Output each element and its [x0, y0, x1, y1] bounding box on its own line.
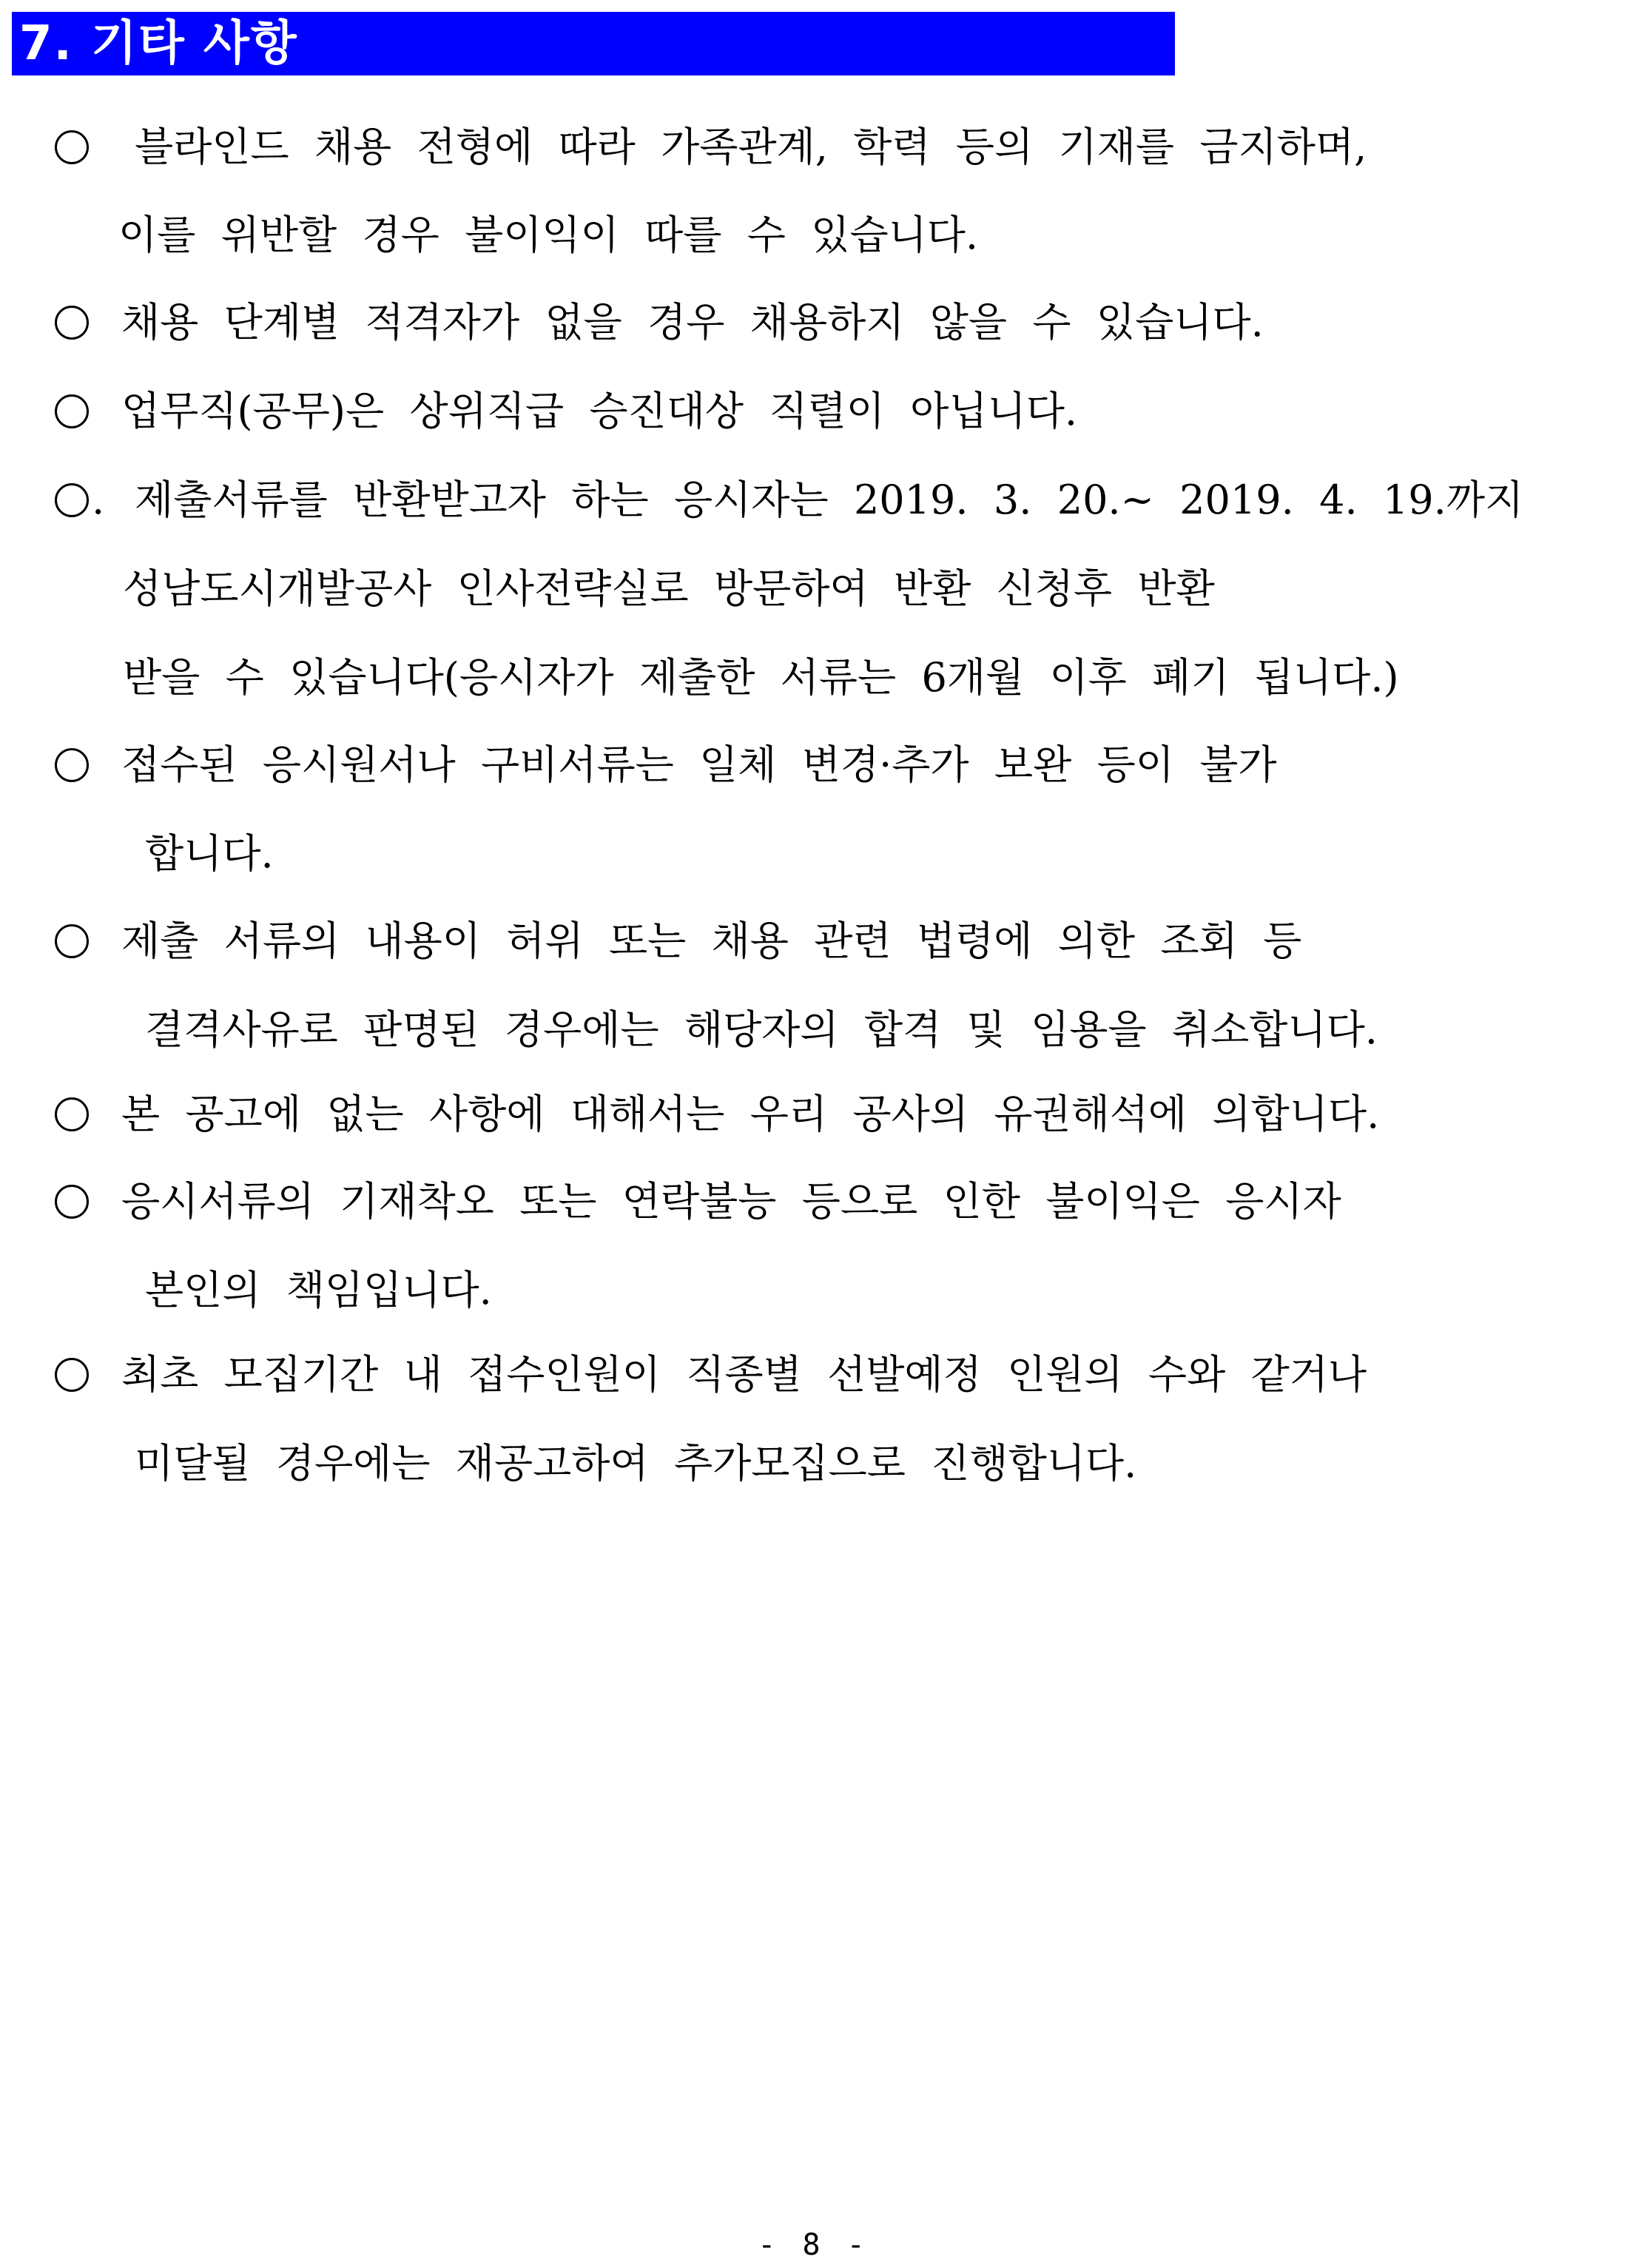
- item-0-line-0: 블라인드 채용 전형에 따라 가족관계, 학력 등의 기재를 금지하며,: [135, 124, 1367, 170]
- item-7-line-0: 응시서류의 기재착오 또는 연락불능 등으로 인한 불이익은 응시자: [121, 1178, 1341, 1225]
- item-8-line-1: 미달될 경우에는 재공고하여 추가모집으로 진행합니다.: [135, 1440, 1137, 1487]
- bullet-circle-icon: [55, 130, 89, 164]
- item-3-bullet-suffix: .: [92, 477, 105, 523]
- item-6-line-0: 본 공고에 없는 사항에 대해서는 우리 공사의 유권해석에 의합니다.: [121, 1091, 1380, 1137]
- bullet-circle-icon: [55, 924, 89, 958]
- page-number: - 8 -: [758, 2228, 869, 2262]
- section-header: [12, 12, 1175, 75]
- item-3-line-1: 성남도시개발공사 인사전략실로 방문하여 반환 신청후 반환: [123, 565, 1215, 612]
- bullet-circle-icon: [55, 1185, 89, 1219]
- item-3-line-2: 받을 수 있습니다(응시자가 제출한 서류는 6개월 이후 폐기 됩니다.): [123, 654, 1399, 701]
- item-4-line-0: 접수된 응시원서나 구비서류는 일체 변경·추가 보완 등이 불가: [121, 741, 1277, 788]
- item-3-line-0: 제출서류를 반환받고자 하는 응시자는 2019. 3. 20.~ 2019. 4. 19.까지: [135, 477, 1524, 523]
- item-2-line-0: 업무직(공무)은 상위직급 승진대상 직렬이 아닙니다.: [121, 388, 1078, 434]
- bullet-circle-icon: [55, 306, 89, 340]
- section-title: 7. 기타 사항: [19, 16, 298, 71]
- bullet-circle-icon: [55, 1358, 89, 1392]
- item-0-line-1: 이를 위반할 경우 불이익이 따를 수 있습니다.: [118, 212, 979, 258]
- item-1-line-0: 채용 단계별 적격자가 없을 경우 채용하지 않을 수 있습니다.: [121, 299, 1264, 346]
- item-7-line-1: 본인의 책임입니다.: [145, 1267, 492, 1313]
- item-8-line-0: 최초 모집기간 내 접수인원이 직종별 선발예정 인원의 수와 같거나: [121, 1351, 1367, 1398]
- item-5-line-1: 결격사유로 판명된 경우에는 해당자의 합격 및 임용을 취소합니다.: [145, 1006, 1378, 1053]
- bullet-circle-icon: [55, 394, 89, 428]
- item-5-line-0: 제출 서류의 내용이 허위 또는 채용 관련 법령에 의한 조회 등: [121, 918, 1302, 964]
- bullet-circle-icon: [55, 483, 89, 517]
- item-4-line-1: 합니다.: [145, 830, 274, 877]
- bullet-circle-icon: [55, 1097, 89, 1131]
- bullet-circle-icon: [55, 748, 89, 782]
